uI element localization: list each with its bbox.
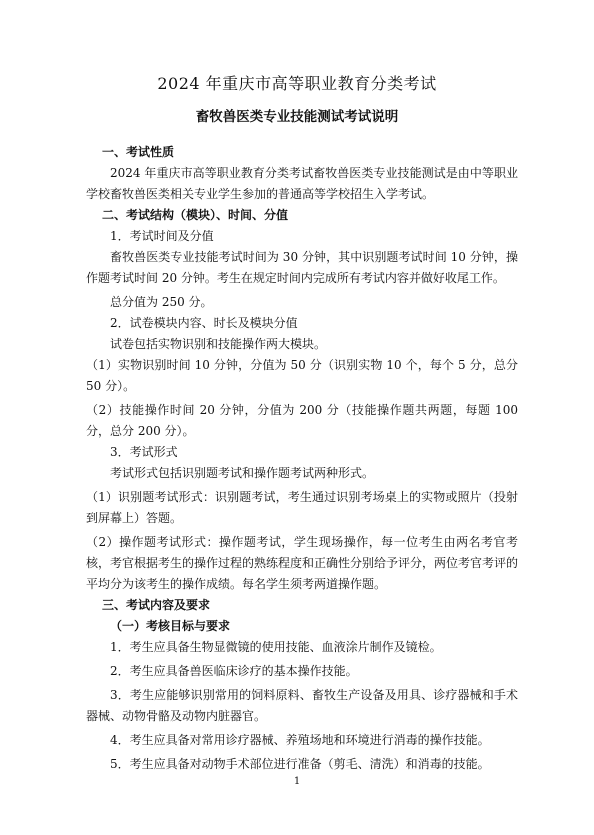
subheading-time-score: 1．考试时间及分值 [110,229,214,243]
list-item: 1．考生应具备生物显微镜的使用技能、血液涂片制作及镜检。 [110,640,442,654]
list-item: 4．考生应具备对常用诊疗器械、养殖场地和环境进行消毒的操作技能。 [110,733,490,747]
list-item: 5．考生应具备对动物手术部位进行准备（剪毛、清洗）和消毒的技能。 [110,757,490,771]
section-heading-nature: 一、考试性质 [102,145,175,159]
paragraph-identification-form: （1）识别题考试形式：识别题考试，考生通过识别考场桌上的实物或照片（投射到屏幕上）答题。 [86,490,518,525]
paragraph-operation-form: （2）操作题考试形式：操作题考试，学生现场操作，每一位考生由两名考官考核，考官根据考生的操作过程的熟练程度和正确性分别给予评分，两位考官考评的平均分为该考生的操作成绩。每名学生须考两道操作题。 [86,535,519,591]
paragraph-total-score: 总分值为 250 分。 [110,295,213,309]
paragraph-identification-module: （1）实物识别时间 10 分钟，分值为 50 分（识别实物 10 个，每个 5 分，总分 50 分）。 [86,358,518,393]
subheading-objectives: （一）考核目标与要求 [110,619,231,633]
document-title: 2024 年重庆市高等职业教育分类考试 [157,74,437,93]
section-heading-structure: 二、考试结构（模块）、时间、分值 [102,208,289,222]
document-body [86,142,518,775]
section-heading-content: 三、考试内容及要求 [102,598,211,612]
list-item: 2．考生应具备兽医临床诊疗的基本操作技能。 [110,664,358,678]
paragraph-operation-module: （2）技能操作时间 20 分钟，分值为 200 分（技能操作题共两题，每题 100 分，总分 200 分）。 [86,403,518,438]
page-number: 1 [293,776,301,787]
paragraph-exam-form: 考试形式包括识别题考试和操作题考试两种形式。 [110,466,375,480]
subheading-modules: 2．试卷模块内容、时长及模块分值 [110,316,298,330]
paragraph-time: 畜牧兽医类专业技能考试时间为 30 分钟，其中识别题考试时间 10 分钟，操作题考试时间 20 分钟。考生在规定时间内完成所有考试内容并做好收尾工作。 [86,250,518,285]
paragraph-nature: 2024 年重庆市高等职业教育分类考试畜牧兽医类专业技能测试是由中等职业学校畜牧兽医类相关专业学生参加的普通高等学校招生入学考试。 [86,166,518,201]
paragraph-modules: 试卷包括实物识别和技能操作两大模块。 [110,337,327,351]
subheading-exam-form: 3．考试形式 [110,445,178,459]
list-item: 3．考生应能够识别常用的饲料原料、畜牧生产设备及用具、诊疗器械和手术器械、动物骨骼及动物内脏器官。 [86,688,518,723]
document-subtitle: 畜牧兽医类专业技能测试考试说明 [195,109,399,125]
